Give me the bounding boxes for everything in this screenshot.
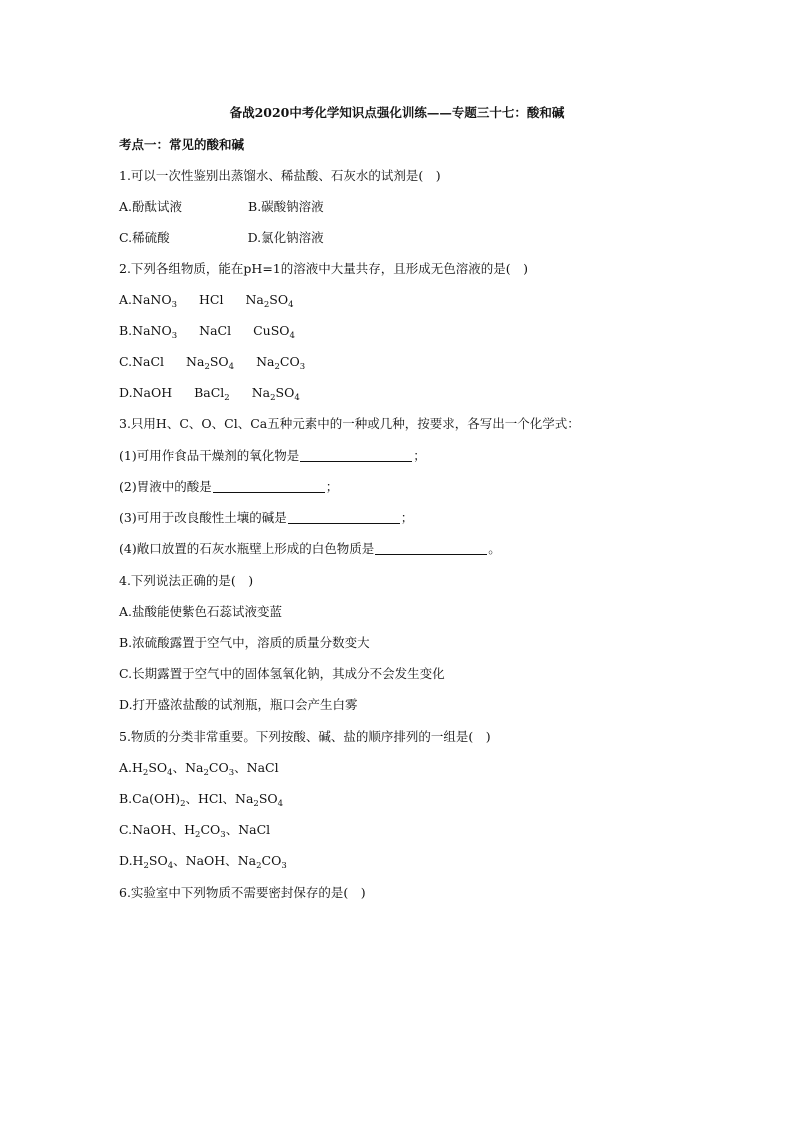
q1-option-b: B.碳酸钠溶液: [248, 199, 324, 214]
q1-options-cd: [119, 230, 324, 246]
q3-part-2: (2)胃液中的酸是 ；: [119, 479, 339, 494]
q1-option-c: C.稀硫酸: [119, 230, 170, 245]
answer-blank[interactable]: [213, 480, 325, 493]
q6-stem: 6.实验室中下列物质不需要密封保存的是( ): [119, 885, 366, 900]
q1-option-d: D.氯化钠溶液: [247, 230, 324, 245]
page-title: 备战2020中考化学知识点强化训练——专题三十七：酸和碱: [229, 105, 565, 120]
q3-stem: 3.只用H、C、O、Cl、Ca五种元素中的一种或几种，按要求，各写出一个化学式：: [119, 416, 580, 431]
q3-part-4: (4)敞口放置的石灰水瓶壁上形成的白色物质是 。: [119, 541, 501, 556]
q1-options-ab: [119, 199, 324, 215]
q4-stem: 4.下列说法正确的是( ): [119, 573, 254, 588]
q5-option-a: $A.H_2SO_4$、$Na_2CO_3$、NaCl: [119, 760, 279, 778]
q3-part-1: (1)可用作食品干燥剂的氧化物是 ；: [119, 448, 426, 463]
answer-blank[interactable]: [288, 511, 400, 524]
q4-option-a: A.盐酸能使紫色石蕊试液变蓝: [119, 604, 283, 619]
q4-option-c: C.长期露置于空气中的固体氢氧化钠，其成分不会发生变化: [119, 666, 445, 681]
q4-option-b: B.浓硫酸露置于空气中，溶质的质量分数变大: [119, 635, 370, 650]
q5-stem: 5.物质的分类非常重要。下列按酸、碱、盐的顺序排列的一组是( ): [119, 729, 491, 744]
q2-option-d: D.NaOH BaCl$_2$ $Na_2SO_4$: [119, 385, 300, 403]
q5-option-b: $B.Ca(OH)_2$、HCl、$Na_2SO_4$: [119, 791, 284, 809]
q5-option-d: $D.H_2SO_4$、NaOH、$Na_2CO_3$: [119, 853, 287, 871]
q4-option-d: D.打开盛浓盐酸的试剂瓶，瓶口会产生白雾: [119, 697, 358, 712]
q2-stem: 2.下列各组物质，能在pH=1的溶液中大量共存，且形成无色溶液的是( ): [119, 261, 529, 276]
q2-option-c: C.NaCl $Na_2SO_4$ $Na_2CO_3$: [119, 354, 306, 372]
q3-part-3: (3)可用于改良酸性土壤的碱是 ；: [119, 510, 414, 525]
q2-option-a: A.NaNO$_3$ HCl $Na_2SO_4$: [119, 292, 294, 310]
q5-option-c: C.NaOH、$H_2CO_3$、NaCl: [119, 822, 271, 840]
q2-option-b: B.NaNO$_3$ NaCl CuSO$_4$: [119, 323, 295, 341]
section-heading: 考点一：常见的酸和碱: [119, 137, 245, 152]
q1-option-a: A.酚酞试液: [119, 199, 183, 214]
answer-blank[interactable]: [375, 542, 487, 555]
answer-blank[interactable]: [300, 449, 412, 462]
q1-stem: 1.可以一次性鉴别出蒸馏水、稀盐酸、石灰水的试剂是( ): [119, 168, 441, 183]
